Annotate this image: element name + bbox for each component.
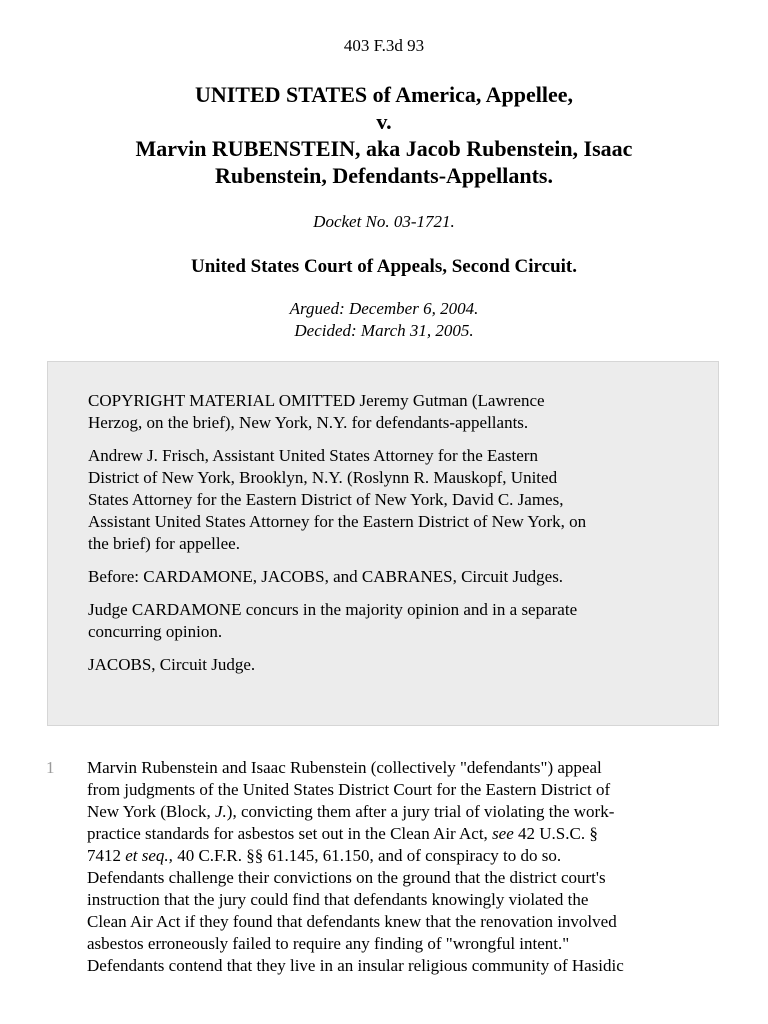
- judge-abbreviation: J.: [214, 802, 227, 821]
- case-caption: [0, 81, 768, 189]
- caption-appellee: UNITED STATES of America, Appellee,: [194, 82, 574, 107]
- opinion-line: [87, 823, 717, 845]
- case-dates: [0, 298, 768, 342]
- opinion-line: Defendants contend that they live in an insular religious community of Hasidic: [87, 956, 624, 975]
- appellee-counsel: [88, 445, 688, 555]
- opinion-text: ), convicting them after a jury trial of violating the work-: [226, 802, 615, 821]
- caption-appellants-line-2: Rubenstein, Defendants-Appellants.: [215, 163, 553, 188]
- caption-versus: v.: [376, 109, 392, 134]
- opinion-line: [87, 801, 717, 823]
- opinion-paragraph: [87, 757, 717, 977]
- opinion-line: from judgments of the United States District Court for the Eastern District of: [87, 780, 611, 799]
- et-seq: et seq.,: [125, 846, 173, 865]
- court-name: United States Court of Appeals, Second Circuit.: [191, 256, 577, 277]
- opinion-line: Clean Air Act if they found that defendants knew that the renovation involved: [87, 912, 617, 931]
- opinion-line: Defendants challenge their convictions on the ground that the district court's: [87, 868, 606, 887]
- opinion-text: 42 U.S.C. §: [513, 824, 598, 843]
- concurrence-line: concurring opinion.: [88, 622, 223, 641]
- opinion-line: instruction that the jury could find that defendants knowingly violated the: [87, 890, 589, 909]
- panel-judges: [88, 566, 688, 588]
- decided-date: Decided: March 31, 2005.: [294, 321, 474, 340]
- counsel-line: Herzog, on the brief), New York, N.Y. for defendants-appellants.: [88, 413, 529, 432]
- opinion-author: [88, 654, 688, 676]
- docket-number: Docket No. 03-1721.: [313, 212, 455, 231]
- concurrence-line: Judge CARDAMONE concurs in the majority opinion and in a separate: [88, 600, 578, 619]
- counsel-line: Assistant United States Attorney for the Eastern District of New York, on: [88, 512, 587, 531]
- counsel-line: COPYRIGHT MATERIAL OMITTED Jeremy Gutman (Lawrence: [88, 391, 545, 410]
- opinion-text: 7412: [87, 846, 126, 865]
- counsel-line: the brief) for appellee.: [88, 534, 240, 553]
- argued-date: Argued: December 6, 2004.: [289, 299, 479, 318]
- before-line: Before: CARDAMONE, JACOBS, and CABRANES, Circuit Judges.: [88, 567, 564, 586]
- opinion-line: asbestos erroneously failed to require any finding of "wrongful intent.": [87, 934, 570, 953]
- opinion-text: New York (Block,: [87, 802, 215, 821]
- opinion-text: 40 C.F.R. §§ 61.145, 61.150, and of conspiracy to do so.: [172, 846, 562, 865]
- counsel-line: Andrew J. Frisch, Assistant United States Attorney for the Eastern: [88, 446, 538, 465]
- author-line: JACOBS, Circuit Judge.: [88, 655, 256, 674]
- counsel-panel: [47, 361, 719, 726]
- caption-appellants-line-1: Marvin RUBENSTEIN, aka Jacob Rubenstein, Isaac: [135, 136, 633, 161]
- appellants-counsel: [88, 390, 688, 434]
- counsel-content: [88, 390, 688, 687]
- case-citation: 403 F.3d 93: [343, 36, 425, 55]
- counsel-line: States Attorney for the Eastern District of New York, David C. James,: [88, 490, 564, 509]
- signal-see: see: [492, 824, 514, 843]
- opinion-line: Marvin Rubenstein and Isaac Rubenstein (collectively "defendants") appeal: [87, 758, 602, 777]
- concurrence-note: [88, 599, 688, 643]
- opinion-text: practice standards for asbestos set out in the Clean Air Act,: [87, 824, 493, 843]
- opinion-line: [87, 845, 717, 867]
- paragraph-number: 1: [46, 758, 55, 777]
- counsel-line: District of New York, Brooklyn, N.Y. (Roslynn R. Mauskopf, United: [88, 468, 558, 487]
